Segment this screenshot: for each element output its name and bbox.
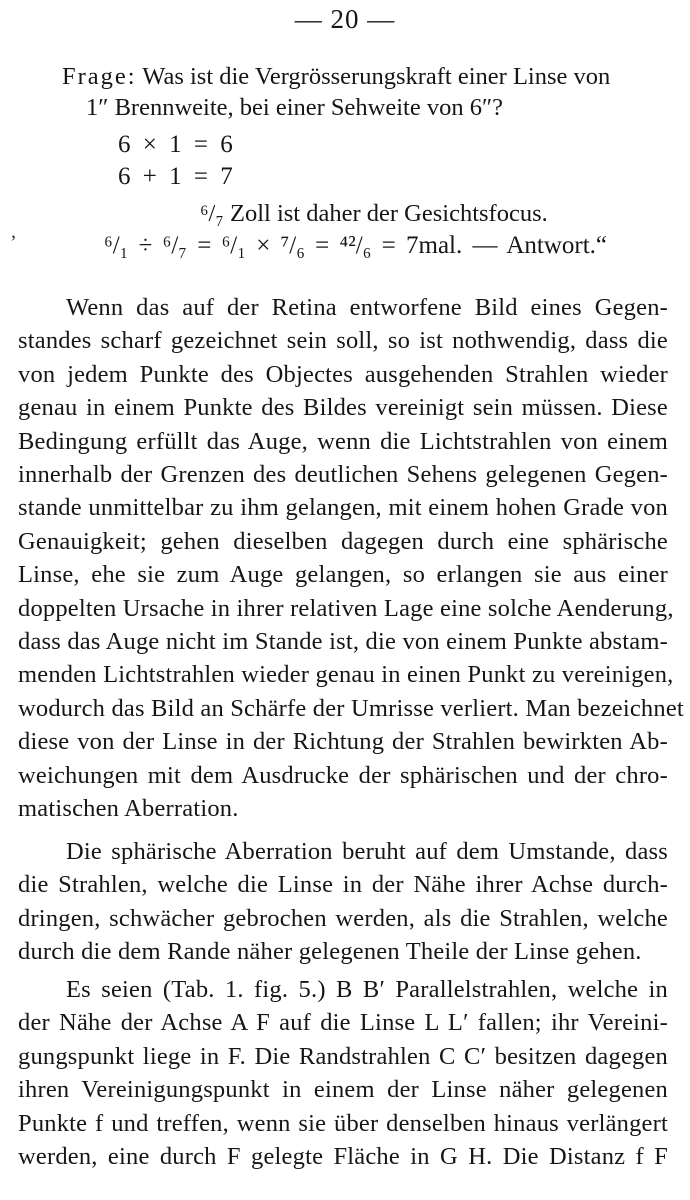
question-first-line <box>62 62 610 92</box>
paragraph-line: Die sphärische Aberration beruht auf dem Umstande, dass <box>66 838 668 865</box>
paragraph-line: dass das Auge nicht im Stande ist, die von einem Punkte abstam- <box>18 628 668 656</box>
calculation-add: 6 + 1 = 7 <box>118 163 233 190</box>
paragraph-line: matischen Aberration. <box>18 795 239 823</box>
paragraph-line: genau in einem Punkte des Bildes vereinigt sein müssen. Diese <box>18 394 668 422</box>
paragraph-line: Wenn das auf der Retina entworfene Bild eines Gegen- <box>66 294 668 321</box>
question-text: Was ist die Vergrösserungskraft einer Linse von <box>142 63 611 90</box>
paragraph-line: von jedem Punkte des Objectes ausgehenden Strahlen wieder <box>18 360 668 388</box>
paragraph-line: standes scharf gezeichnet sein soll, so ist nothwendig, dass die <box>18 327 668 355</box>
margin-mark: ʼ <box>10 232 17 254</box>
paragraph-line: diese von der Linse in der Richtung der Strahlen bewirkten Ab- <box>18 728 668 756</box>
paragraph-line: die Strahlen, welche die Linse in der Nähe ihrer Achse durch- <box>18 871 668 899</box>
paragraph-line: ihren Vereinigungspunkt in einem der Linse näher gelegenen <box>18 1076 668 1104</box>
page-number: — 20 — <box>294 4 396 34</box>
paragraph-retina <box>18 291 684 826</box>
question-label: Frage: <box>62 63 137 90</box>
paragraph-line: Linse, ehe sie zum Auge gelangen, so erlangen sie aus einer <box>18 561 668 589</box>
paragraph-line: durch die dem Rande näher gelegenen Theile der Linse gehen. <box>18 938 642 966</box>
paragraph-line: gungspunkt liege in F. Die Randstrahlen C C′ besitzen dagegen <box>18 1042 668 1070</box>
paragraph-line: Punkte f und treffen, wenn sie über denselben hinaus verlängert <box>18 1109 668 1137</box>
paragraph-line: dringen, schwächer gebrochen werden, als die Strahlen, welche <box>18 904 668 932</box>
answer-equation: ⁶/₁ ÷ ⁶/₇ = ⁶/₁ × ⁷/₆ = ⁴²/₆ = 7mal. — Antwort.“ <box>104 232 608 259</box>
paragraph-line: stande unmittelbar zu ihm gelangen, mit einem hohen Grade von <box>18 494 668 522</box>
paragraph-line: innerhalb der Grenzen des deutlichen Sehens gelegenen Gegen- <box>18 461 668 489</box>
paragraph-line: weichungen mit dem Ausdrucke der sphärischen und der chro- <box>18 761 668 789</box>
paragraph-line: menden Lichtstrahlen wieder genau in einen Punkt zu vereinigen, <box>18 661 674 689</box>
paragraph-line: Es seien (Tab. 1. fig. 5.) B B′ Parallelstrahlen, welche in <box>66 976 668 1003</box>
calculation-multiply: 6 × 1 = 6 <box>118 131 233 158</box>
paragraph-spherical-aberration <box>18 835 668 969</box>
paragraph-parallel-rays <box>18 973 668 1173</box>
paragraph-line: Genauigkeit; gehen dieselben dagegen durch eine sphärische <box>18 527 668 555</box>
focus-result: ⁶/₇ Zoll ist daher der Gesichtsfocus. <box>200 200 548 227</box>
paragraph-line: doppelten Ursache in ihrer relativen Lage eine solche Aenderung, <box>18 594 674 622</box>
paragraph-line: werden, eine durch F gelegte Fläche in G H. Die Distanz f F <box>18 1143 668 1171</box>
question-second-line: 1″ Brennweite, bei einer Sehweite von 6″? <box>86 94 504 121</box>
paragraph-line: wodurch das Bild an Schärfe der Umrisse verliert. Man bezeichnet <box>18 694 684 722</box>
paragraph-line: Bedingung erfüllt das Auge, wenn die Lichtstrahlen von einem <box>18 427 668 455</box>
paragraph-line: der Nähe der Achse A F auf die Linse L L′ fallen; ihr Vereini- <box>18 1009 668 1037</box>
